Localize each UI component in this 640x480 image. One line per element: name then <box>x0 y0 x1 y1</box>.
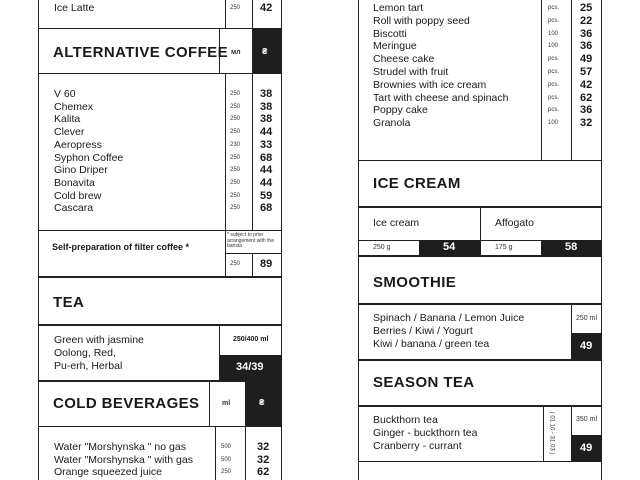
divider <box>245 427 246 480</box>
item-name: Orange squeezed juice <box>54 466 162 479</box>
divider <box>571 0 572 160</box>
dessert-name: Meringue <box>373 40 417 53</box>
section-title-ice-cream: ICE CREAM <box>373 175 461 192</box>
item-price: 62 <box>257 466 270 479</box>
item-name: Aeropress <box>54 138 102 151</box>
dessert-price: 36 <box>580 27 593 40</box>
dessert-name: Tart with cheese and spinach <box>373 91 509 104</box>
item-name: Syphon Coffee <box>54 151 124 164</box>
self-prep-price: 89 <box>260 258 273 270</box>
dessert-price: 49 <box>580 53 593 66</box>
divider <box>209 381 210 427</box>
dessert-price: 36 <box>580 104 593 117</box>
item-price: 38 <box>260 100 273 113</box>
season-tea-volume: 350 ml <box>576 416 598 423</box>
item-volume: 250 <box>230 91 241 97</box>
item-price: 59 <box>260 189 273 202</box>
divider <box>281 0 282 28</box>
divider <box>252 253 253 277</box>
currency-icon: ₴ <box>262 47 268 56</box>
item-name: Kalita <box>54 113 81 126</box>
divider <box>358 0 359 160</box>
tea-volume: 250/400 ml <box>233 336 269 343</box>
divider <box>541 0 542 160</box>
item-name: Clever <box>54 126 85 139</box>
dessert-price: 57 <box>580 66 593 78</box>
divider <box>225 0 226 28</box>
divider <box>358 462 359 480</box>
divider <box>225 74 226 230</box>
tea-item-name: Green with jasmine <box>54 334 144 346</box>
item-price: 68 <box>260 151 273 164</box>
dessert-unit: pcs. <box>548 94 560 101</box>
item-volume: 250 <box>230 103 241 110</box>
self-prep-volume: 250 <box>230 261 241 267</box>
item-name: Chemex <box>54 100 94 113</box>
season-tea-item-name: Buckthorn tea <box>373 414 438 426</box>
dessert-unit: 100 <box>548 43 559 50</box>
item-volume: 250 <box>230 116 241 123</box>
divider <box>252 74 253 230</box>
item-name: V 60 <box>54 88 76 100</box>
section-title-tea: TEA <box>53 294 85 311</box>
dessert-name: Lemon tart <box>373 2 424 14</box>
item-volume: 250 <box>230 205 241 212</box>
item-name: Water "Morshynska " with gas <box>54 453 193 466</box>
dessert-unit: pcs. <box>548 56 560 63</box>
item-volume: 230 <box>230 141 241 148</box>
item-price: 42 <box>260 2 273 14</box>
item-price: 32 <box>257 441 270 453</box>
dessert-price: 22 <box>580 14 593 27</box>
item-price: 38 <box>260 113 273 126</box>
dessert-unit: pcs. <box>548 17 560 24</box>
affogato-price-cell <box>541 240 602 256</box>
dessert-name: Poppy cake <box>373 104 428 117</box>
season-tea-price: 49 <box>580 442 593 454</box>
divider <box>225 253 282 254</box>
affogato-weight: 175 g <box>495 244 513 251</box>
season-period: ( 01.10 - 31.03 ) <box>548 411 555 455</box>
tea-item-name: Oolong, Red, <box>54 347 116 359</box>
item-price: 33 <box>260 138 273 151</box>
item-price: 44 <box>260 164 273 177</box>
section-title-cold-beverages: COLD BEVERAGES <box>53 395 200 412</box>
dessert-name: Biscotti <box>373 27 407 40</box>
ice-cream-name: Ice cream <box>373 217 420 229</box>
affogato-name: Affogato <box>495 217 534 229</box>
item-name: Water "Morshynska " no gas <box>54 441 186 453</box>
item-price: 32 <box>257 453 270 466</box>
divider <box>281 427 282 480</box>
dessert-unit: 100 <box>548 120 559 127</box>
item-volume: 250 <box>221 469 232 476</box>
dessert-unit: pcs. <box>548 107 560 114</box>
item-name: Cold brew <box>54 189 102 202</box>
volume-header: мл <box>231 49 241 56</box>
smoothie-price-cell <box>571 333 602 360</box>
divider <box>601 462 602 480</box>
smoothie-item-name: Kiwi / banana / green tea <box>373 338 490 350</box>
divider <box>38 0 39 28</box>
affogato-price: 58 <box>565 241 578 253</box>
dessert-name: Strudel with fruit <box>373 66 449 78</box>
divider <box>38 74 39 230</box>
dessert-name: Cheese cake <box>373 53 435 66</box>
season-tea-item-name: Ginger - buckthorn tea <box>373 427 478 439</box>
item-volume: 250 <box>230 179 241 186</box>
section-title-smoothie: SMOOTHIE <box>373 274 457 291</box>
item-volume: 250 <box>230 192 241 199</box>
item-price: 68 <box>260 202 273 215</box>
dessert-name: Granola <box>373 117 411 130</box>
item-name: Gino Driper <box>54 164 108 177</box>
dessert-price: 42 <box>580 78 593 91</box>
divider <box>38 427 39 480</box>
self-prep-label: Self-preparation of filter coffee * <box>52 242 190 252</box>
ice-cream-price: 54 <box>443 241 456 253</box>
divider <box>215 427 216 480</box>
divider <box>543 406 544 462</box>
volume-header: ml <box>222 400 231 407</box>
item-volume: 250 <box>230 154 241 161</box>
dessert-price: 32 <box>580 117 593 130</box>
currency-icon: ₴ <box>259 398 265 407</box>
item-name: Ice Latte <box>54 2 95 14</box>
dessert-unit: pcs. <box>548 5 560 11</box>
ice-cream-weight: 250 g <box>373 244 391 251</box>
ice-cream-price-cell <box>419 240 480 256</box>
item-volume: 500 <box>221 456 232 463</box>
section-title-alternative-coffee: ALTERNATIVE COFFEE <box>53 44 228 61</box>
tea-price: 34/39 <box>236 361 264 373</box>
item-name: Bonavita <box>54 176 95 189</box>
item-volume: 250 <box>230 129 241 136</box>
divider <box>281 74 282 230</box>
self-prep-note: * subject to prior arrangement with the barista <box>227 232 274 249</box>
divider <box>252 0 253 28</box>
section-title-season-tea: SEASON TEA <box>373 374 475 391</box>
season-tea-item-name: Cranberry - currant <box>373 440 462 452</box>
dessert-price: 25 <box>580 2 593 14</box>
tea-item-name: Pu-erh, Herbal <box>54 360 123 372</box>
item-price: 44 <box>260 176 273 189</box>
season-tea-price-cell <box>571 435 602 462</box>
dessert-name: Roll with poppy seed <box>373 14 470 27</box>
smoothie-item-name: Berries / Kiwi / Yogurt <box>373 325 473 337</box>
divider <box>480 207 481 256</box>
dessert-unit: pcs. <box>548 69 560 75</box>
item-volume: 250 <box>230 167 241 174</box>
dessert-name: Brownies with ice cream <box>373 78 487 91</box>
smoothie-volume: 250 ml <box>576 315 598 322</box>
dessert-price: 36 <box>580 40 593 53</box>
smoothie-price: 49 <box>580 340 593 352</box>
divider <box>601 0 602 160</box>
item-volume: 500 <box>221 444 232 450</box>
item-price: 38 <box>260 88 273 100</box>
dessert-price: 62 <box>580 91 593 104</box>
tea-price-cell <box>219 355 282 381</box>
item-price: 44 <box>260 126 273 139</box>
smoothie-item-name: Spinach / Banana / Lemon Juice <box>373 312 525 324</box>
item-volume: 250 <box>230 5 241 11</box>
item-name: Cascara <box>54 202 94 215</box>
dessert-unit: pcs. <box>548 81 560 88</box>
dessert-unit: 100 <box>548 30 559 37</box>
